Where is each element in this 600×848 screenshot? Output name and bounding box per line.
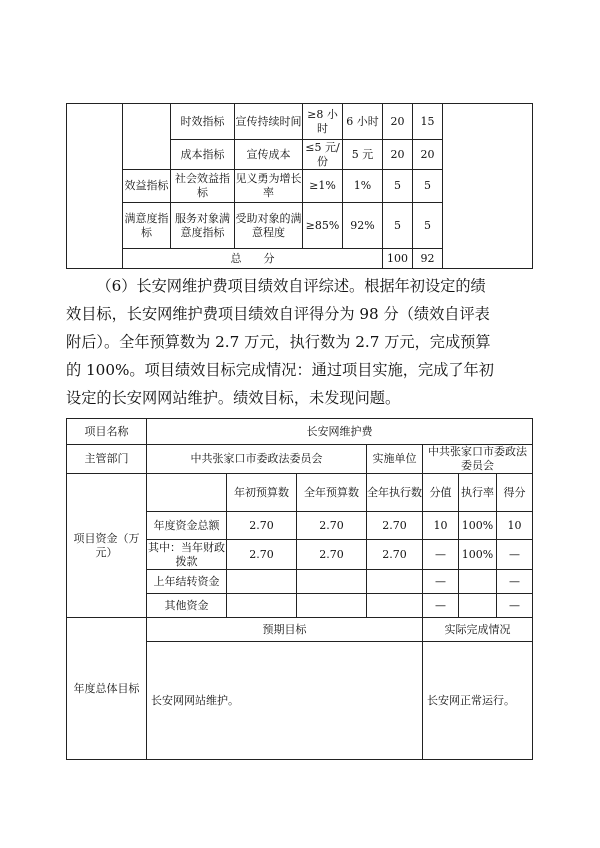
- actual-value-cell: 92%: [343, 203, 383, 249]
- full-budget-cell: 2.70: [297, 540, 367, 570]
- performance-indicator-table: [66, 103, 533, 269]
- blank-header: [147, 474, 227, 512]
- header-weight: 分值: [423, 474, 459, 512]
- weight-cell: 20: [383, 104, 413, 140]
- header-full-exec: 全年执行数: [367, 474, 423, 512]
- full-exec-cell: [367, 594, 423, 618]
- actual-value-cell: 5 元: [343, 140, 383, 170]
- target-value-cell: ≥1%: [303, 170, 343, 203]
- category-cell: 效益指标: [123, 170, 171, 203]
- actual-label: 实际完成情况: [423, 618, 533, 642]
- notes-cell: [443, 104, 533, 269]
- header-initial: 年初预算数: [227, 474, 297, 512]
- actual-value-cell: 1%: [343, 170, 383, 203]
- initial-cell: 2.70: [227, 512, 297, 540]
- indicator-name-cell: 见义勇为增长率: [235, 170, 303, 203]
- total-weight: 100: [383, 249, 413, 269]
- paragraph-line: 设定的长安网网站维护。绩效目标，未发现问题。: [66, 389, 401, 407]
- fund-row-label: 其中：当年财政拨款: [148, 540, 225, 568]
- full-budget-cell: [297, 570, 367, 594]
- expected-value: 长安网网站维护。: [147, 642, 423, 760]
- project-self-evaluation-table: [66, 418, 533, 760]
- score-cell: 5: [413, 203, 443, 249]
- category-cell: 满意度指标: [123, 203, 171, 249]
- impl-value: 中共张家口市委政法委员会: [423, 445, 533, 474]
- score-cell: 20: [413, 140, 443, 170]
- full-budget-cell: 2.70: [297, 512, 367, 540]
- score-cell: —: [497, 570, 533, 594]
- summary-paragraph: [66, 272, 538, 412]
- dept-label: 主管部门: [67, 445, 147, 474]
- score-cell: —: [497, 594, 533, 618]
- target-value-cell: ≥85%: [303, 203, 343, 249]
- target-value-cell: ≥8 小时: [303, 104, 343, 140]
- score-cell: 5: [413, 170, 443, 203]
- rate-cell: [459, 570, 497, 594]
- sub-indicator-cell: 社会效益指标: [171, 170, 235, 203]
- blank-cell: [67, 104, 123, 269]
- initial-cell: 2.70: [227, 540, 297, 570]
- rate-cell: [459, 594, 497, 618]
- header-score: 得分: [497, 474, 533, 512]
- full-exec-cell: 2.70: [367, 512, 423, 540]
- weight-cell: —: [423, 570, 459, 594]
- paragraph-line: 效目标，长安网维护费项目绩效自评得分为 98 分（绩效自评表: [66, 305, 490, 323]
- dept-value: 中共张家口市委政法委员会: [147, 445, 367, 474]
- indicator-name-cell: 受助对象的满意程度: [235, 203, 303, 249]
- table-row: [67, 618, 533, 642]
- target-value-cell: ≤5 元/份: [303, 140, 343, 170]
- rate-cell: 100%: [459, 512, 497, 540]
- table-row: [67, 104, 533, 140]
- actual-value: 长安网正常运行。: [423, 642, 533, 760]
- indicator-name-cell: 宣传成本: [235, 140, 303, 170]
- score-cell: —: [497, 540, 533, 570]
- paragraph-line: （6）长安网维护费项目绩效自评综述。根据年初设定的绩: [96, 277, 486, 295]
- sub-indicator-cell: 成本指标: [171, 140, 235, 170]
- weight-cell: 5: [383, 203, 413, 249]
- full-exec-cell: 2.70: [367, 540, 423, 570]
- score-cell: 10: [497, 512, 533, 540]
- table-row: [67, 474, 533, 512]
- weight-cell: 10: [423, 512, 459, 540]
- paragraph-line: 的 100%。项目绩效目标完成情况：通过项目实施，完成了年初: [66, 361, 494, 379]
- blank-cell: [123, 104, 171, 170]
- full-budget-cell: [297, 594, 367, 618]
- header-full-budget: 全年预算数: [297, 474, 367, 512]
- weight-cell: —: [423, 594, 459, 618]
- sub-indicator-cell: 时效指标: [171, 104, 235, 140]
- initial-cell: [227, 594, 297, 618]
- weight-cell: —: [423, 540, 459, 570]
- total-label: 总 分: [123, 249, 383, 269]
- fund-row-label: 其他资金: [147, 594, 227, 618]
- impl-label: 实施单位: [367, 445, 423, 474]
- total-score: 92: [413, 249, 443, 269]
- project-name-value: 长安网维护费: [147, 419, 533, 445]
- score-cell: 15: [413, 104, 443, 140]
- weight-cell: 20: [383, 140, 413, 170]
- fund-row-label: 上年结转资金: [147, 570, 227, 594]
- expected-label: 预期目标: [147, 618, 423, 642]
- fund-row-label: 年度资金总额: [147, 512, 227, 540]
- rate-cell: 100%: [459, 540, 497, 570]
- initial-cell: [227, 570, 297, 594]
- sub-indicator-cell: 服务对象满意度指标: [171, 203, 235, 249]
- paragraph-line: 附后）。全年预算数为 2.7 万元，执行数为 2.7 万元，完成预算: [66, 333, 491, 351]
- goal-label: 年度总体目标: [67, 618, 147, 760]
- actual-value-cell: 6 小时: [343, 104, 383, 140]
- table-row: [67, 419, 533, 445]
- fund-label: 项目资金（万元）: [67, 474, 147, 618]
- full-exec-cell: [367, 570, 423, 594]
- indicator-name-cell: 宣传持续时间: [235, 104, 303, 140]
- project-name-label: 项目名称: [67, 419, 147, 445]
- table-row: [67, 445, 533, 474]
- weight-cell: 5: [383, 170, 413, 203]
- header-rate: 执行率: [459, 474, 497, 512]
